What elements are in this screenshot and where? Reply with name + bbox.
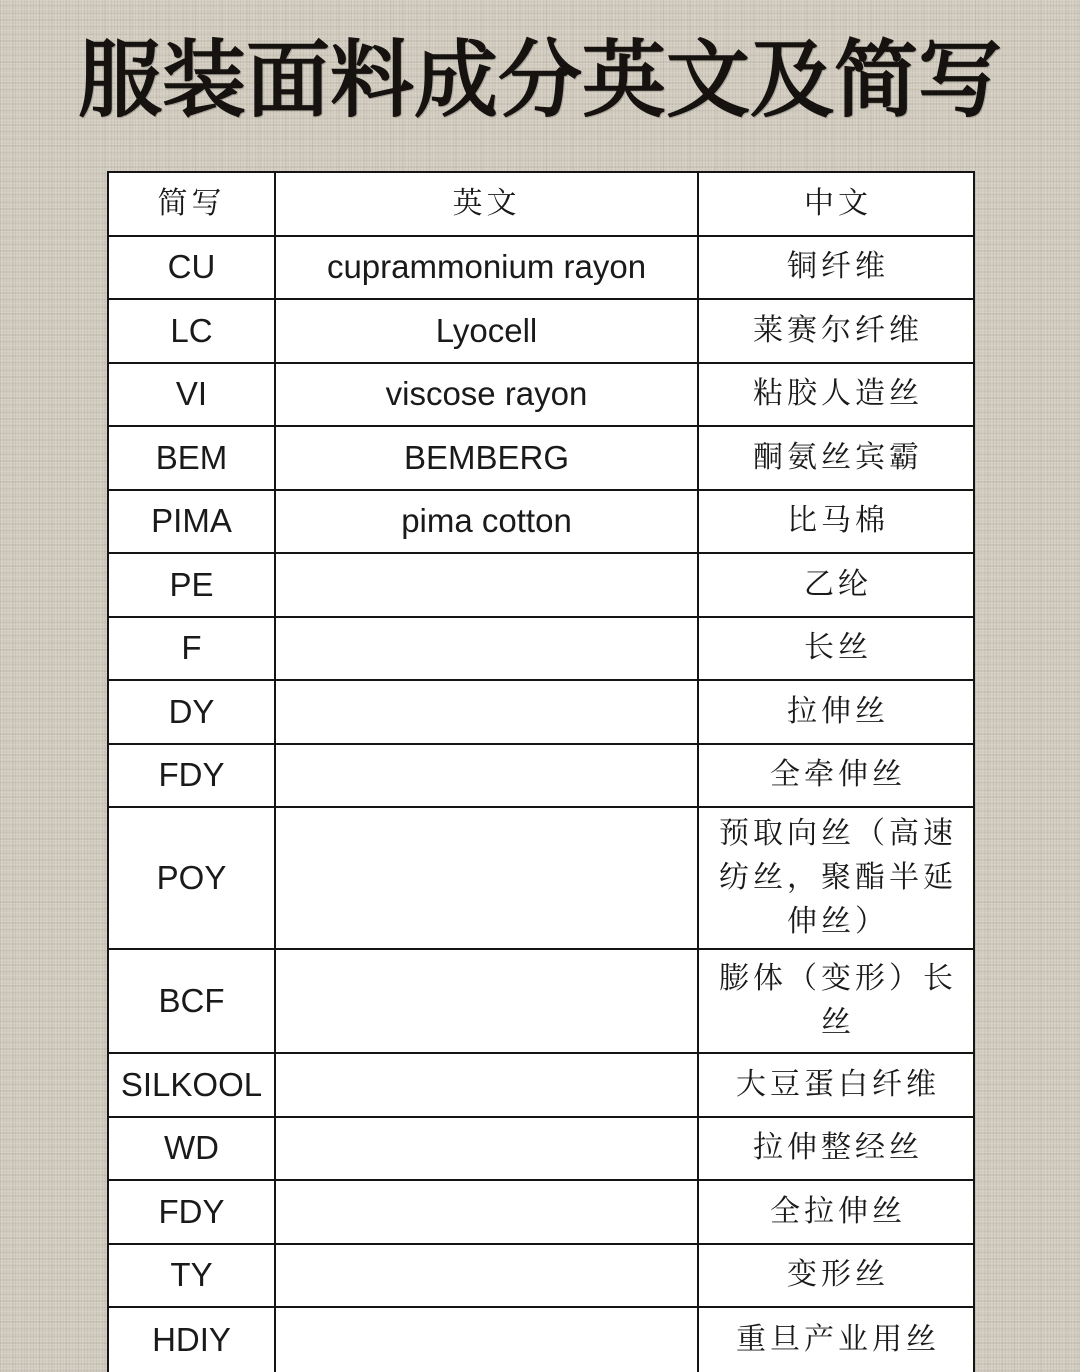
abbr-text: SILKOOL [120,1065,263,1103]
abbr-text: POY [156,859,227,896]
chinese-cell [699,681,973,743]
header-cell-english [276,173,699,235]
abbr-text: BEM [155,438,228,476]
column-divider-english-chinese [697,173,699,1372]
english-cell [276,427,699,489]
chinese-cell [699,491,973,553]
header-cell-chinese [699,173,973,235]
english-cell [276,491,699,553]
table-row [109,364,973,428]
english-text: Lyocell [435,311,538,349]
abbr-text: PE [169,565,214,603]
abbr-text: PIMA [151,502,232,540]
english-cell [276,554,699,616]
chinese-cell [699,427,973,489]
abbr-text: FDY [158,756,225,794]
chinese-cell [699,300,973,362]
english-text: viscose rayon [385,375,588,413]
english-cell [276,300,699,362]
abbr-cell [109,554,276,616]
abbr-cell [109,681,276,743]
english-cell [276,745,699,807]
abbr-cell [109,1118,276,1180]
chinese-text: 乙纶 [804,566,872,602]
abbr-cell [109,300,276,362]
chinese-text: 粘胶人造丝 [753,376,923,412]
abbr-text: CU [167,248,216,286]
english-text: pima cotton [401,502,572,540]
chinese-cell [699,554,973,616]
table-row [109,237,973,301]
english-text: BEMBERG [403,438,570,476]
chinese-text: 大豆蛋白纤维 [736,1066,940,1102]
abbr-cell [109,950,276,1052]
table-row [109,1118,973,1182]
column-divider-abbr-english [274,173,276,1372]
abbr-text: BCF [158,982,225,1019]
table-row [109,491,973,555]
table-header [109,173,973,237]
chinese-cell [699,1118,973,1180]
abbr-cell [109,1181,276,1243]
table-row [109,1181,973,1245]
header-abbr-label: 简写 [157,185,226,221]
page-title: 服装面料成分英文及简写 [77,31,1002,129]
header-cell-abbr [109,173,276,235]
chinese-text: 长丝 [804,630,872,666]
chinese-cell [699,618,973,680]
chinese-cell [699,364,973,426]
chinese-cell [699,1245,973,1307]
table-row [109,1054,973,1118]
chinese-text: 莱赛尔纤维 [753,312,923,348]
table-row [109,745,973,809]
english-cell [276,950,699,1052]
chinese-text: 预取向丝（高速纺丝，聚酯半延伸丝） [719,816,957,939]
chinese-cell [699,1054,973,1116]
chinese-cell [699,808,973,948]
table-row [109,1245,973,1309]
english-text: cuprammonium rayon [326,248,647,286]
english-cell [276,1181,699,1243]
abbr-cell [109,808,276,948]
abbr-cell [109,491,276,553]
english-cell [276,618,699,680]
abbr-cell [109,1054,276,1116]
english-cell [276,1118,699,1180]
english-cell [276,1245,699,1307]
table-row [109,427,973,491]
abbr-cell [109,1245,276,1307]
table-row [109,808,973,950]
header-english-label: 英文 [452,185,521,221]
table-row [109,1308,973,1372]
chinese-cell [699,745,973,807]
table-row [109,618,973,682]
english-cell [276,1054,699,1116]
abbr-cell [109,745,276,807]
chinese-text: 拉伸整经丝 [753,1130,923,1166]
table-row [109,681,973,745]
abbr-text: LC [170,311,213,349]
table-row [109,950,973,1054]
chinese-text: 比马棉 [787,503,889,539]
chinese-text: 全牵伸丝 [770,757,906,793]
english-cell [276,808,699,948]
chinese-text: 全拉伸丝 [770,1193,906,1229]
chinese-text: 变形丝 [787,1257,889,1293]
chinese-cell [699,1308,973,1372]
chinese-text: 酮氨丝宾霸 [753,439,923,475]
fabric-composition-table [107,171,975,1372]
abbr-text: FDY [158,1192,225,1230]
english-cell [276,1308,699,1372]
abbr-text: HDIY [152,1320,231,1358]
chinese-text: 重旦产业用丝 [736,1321,940,1357]
english-cell [276,364,699,426]
chinese-text: 拉伸丝 [787,693,889,729]
table-row [109,300,973,364]
abbr-cell [109,364,276,426]
chinese-cell [699,1181,973,1243]
chinese-cell [699,237,973,299]
english-cell [276,237,699,299]
abbr-text: VI [175,375,208,413]
table-row [109,554,973,618]
chinese-text: 铜纤维 [787,249,889,285]
chinese-text: 膨体（变形）长丝 [719,961,957,1040]
abbr-text: DY [168,692,215,730]
abbr-text: WD [164,1129,219,1167]
abbr-cell [109,618,276,680]
abbr-cell [109,427,276,489]
abbr-text: TY [170,1256,213,1294]
chinese-cell [699,950,973,1052]
abbr-cell [109,1308,276,1372]
table-body [109,237,973,1372]
abbr-text: F [181,629,202,667]
abbr-cell [109,237,276,299]
header-chinese-label: 中文 [804,185,872,221]
english-cell [276,681,699,743]
